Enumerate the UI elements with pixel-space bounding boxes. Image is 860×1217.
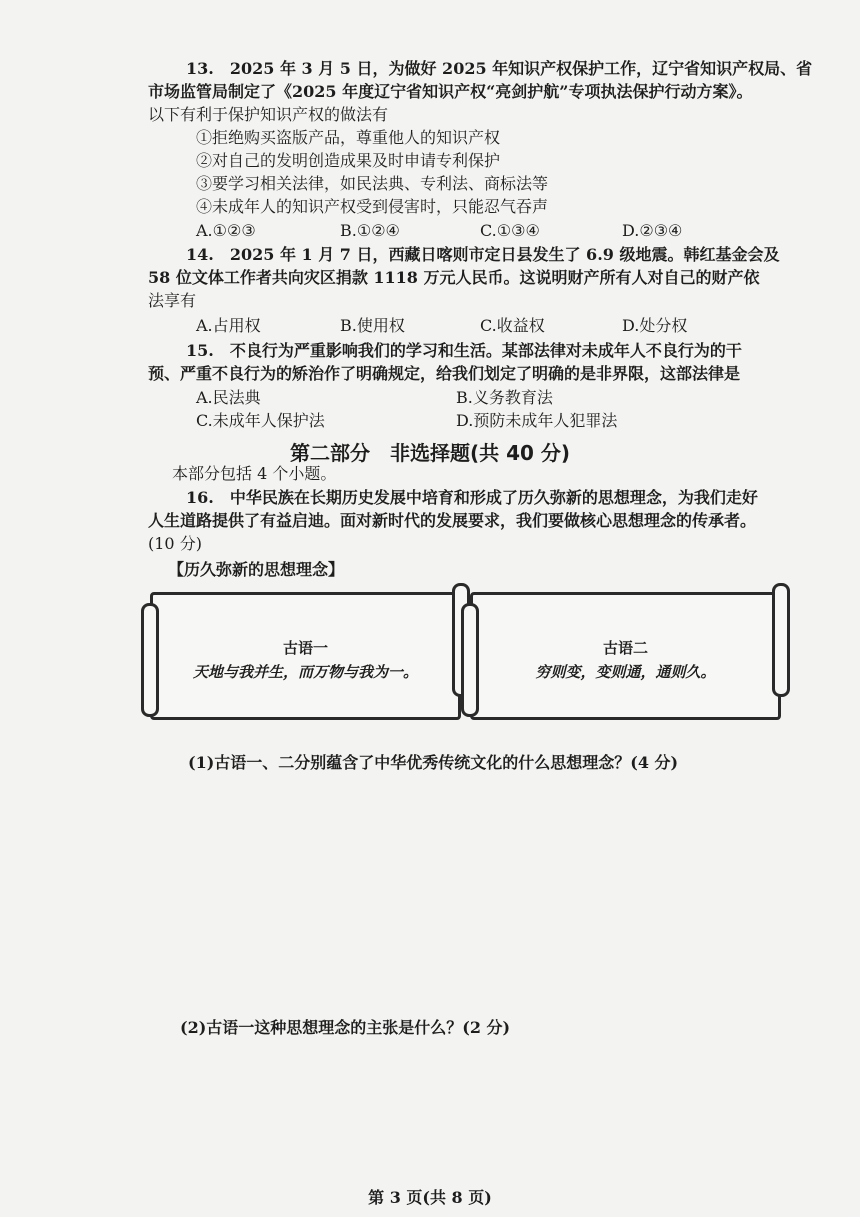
q16-sub2: (2)古语一这种思想理念的主张是什么？(2 分) [180,1018,511,1037]
scroll-roll-left [141,603,159,717]
q16-section-title: 【历久弥新的思想理念】 [168,560,345,579]
part2-heading: 第二部分 非选择题(共 40 分) [289,441,571,465]
q13-line3: 以下有利于保护知识产权的做法有 [148,105,389,124]
q13-choice-b: B.①②④ [340,221,400,240]
q13-option-4: ④未成年人的知识产权受到侵害时，只能忍气吞声 [196,197,549,216]
q14-choice-a: A.占用权 [196,316,261,335]
scroll-quote-2 [470,592,781,720]
scroll-1-quote: 天地与我并生，而万物与我为一。 [192,663,418,681]
q13-choice-a: A.①②③ [196,221,256,240]
page-footer: 第 3 页(共 8 页) [368,1188,492,1207]
q14-choice-c: C.收益权 [480,316,545,335]
q14-line3: 法享有 [148,291,197,310]
q13-option-2: ②对自己的发明创造成果及时申请专利保护 [196,151,501,170]
scroll-quote-1 [150,592,461,720]
q15-line2: 预、严重不良行为的矫治作了明确规定，给我们划定了明确的是非界限，这部法律是 [148,364,741,383]
q13-line1: 13. 2025 年 3 月 5 日，为做好 2025 年知识产权保护工作，辽宁省知识产权局、省 [186,59,813,78]
q14-line1: 14. 2025 年 1 月 7 日，西藏日喀则市定日县发生了 6.9 级地震。韩红基金会及 [186,245,780,264]
q16-line1: 16. 中华民族在长期历史发展中培育和形成了历久弥新的思想理念，为我们走好 [186,488,758,507]
scroll-2-title: 古语二 [602,639,648,657]
q13-line2: 市场监管局制定了《2025 年度辽宁省知识产权“亮剑护航”专项执法保护行动方案》。 [148,82,753,101]
q13-option-3: ③要学习相关法律，如民法典、专利法、商标法等 [196,174,549,193]
q16-sub1: (1)古语一、二分别蕴含了中华优秀传统文化的什么思想理念？(4 分) [188,753,679,772]
q13-choice-d: D.②③④ [622,221,683,240]
q15-choice-d: D.预防未成年人犯罪法 [456,411,618,430]
q13-option-1: ①拒绝购买盗版产品，尊重他人的知识产权 [196,128,501,147]
q15-choice-a: A.民法典 [196,388,261,407]
scroll-2-quote: 穷则变，变则通，通则久。 [535,663,716,681]
q16-line2: 人生道路提供了有益启迪。面对新时代的发展要求，我们要做核心思想理念的传承者。 [148,511,757,530]
q14-line2: 58 位文体工作者共向灾区捐款 1118 万元人民币。这说明财产所有人对自己的财产依 [148,268,760,287]
q14-choice-d: D.处分权 [622,316,688,335]
part2-intro: 本部分包括 4 个小题。 [172,464,337,483]
q16-line3: (10 分) [148,534,202,553]
scroll-1-title: 古语一 [282,639,328,657]
q15-choice-b: B.义务教育法 [456,388,553,407]
scroll-roll-left [461,603,479,717]
q14-choice-b: B.使用权 [340,316,405,335]
q15-choice-c: C.未成年人保护法 [196,411,325,430]
q13-choice-c: C.①③④ [480,221,540,240]
q15-line1: 15. 不良行为严重影响我们的学习和生活。某部法律对未成年人不良行为的干 [186,341,742,360]
